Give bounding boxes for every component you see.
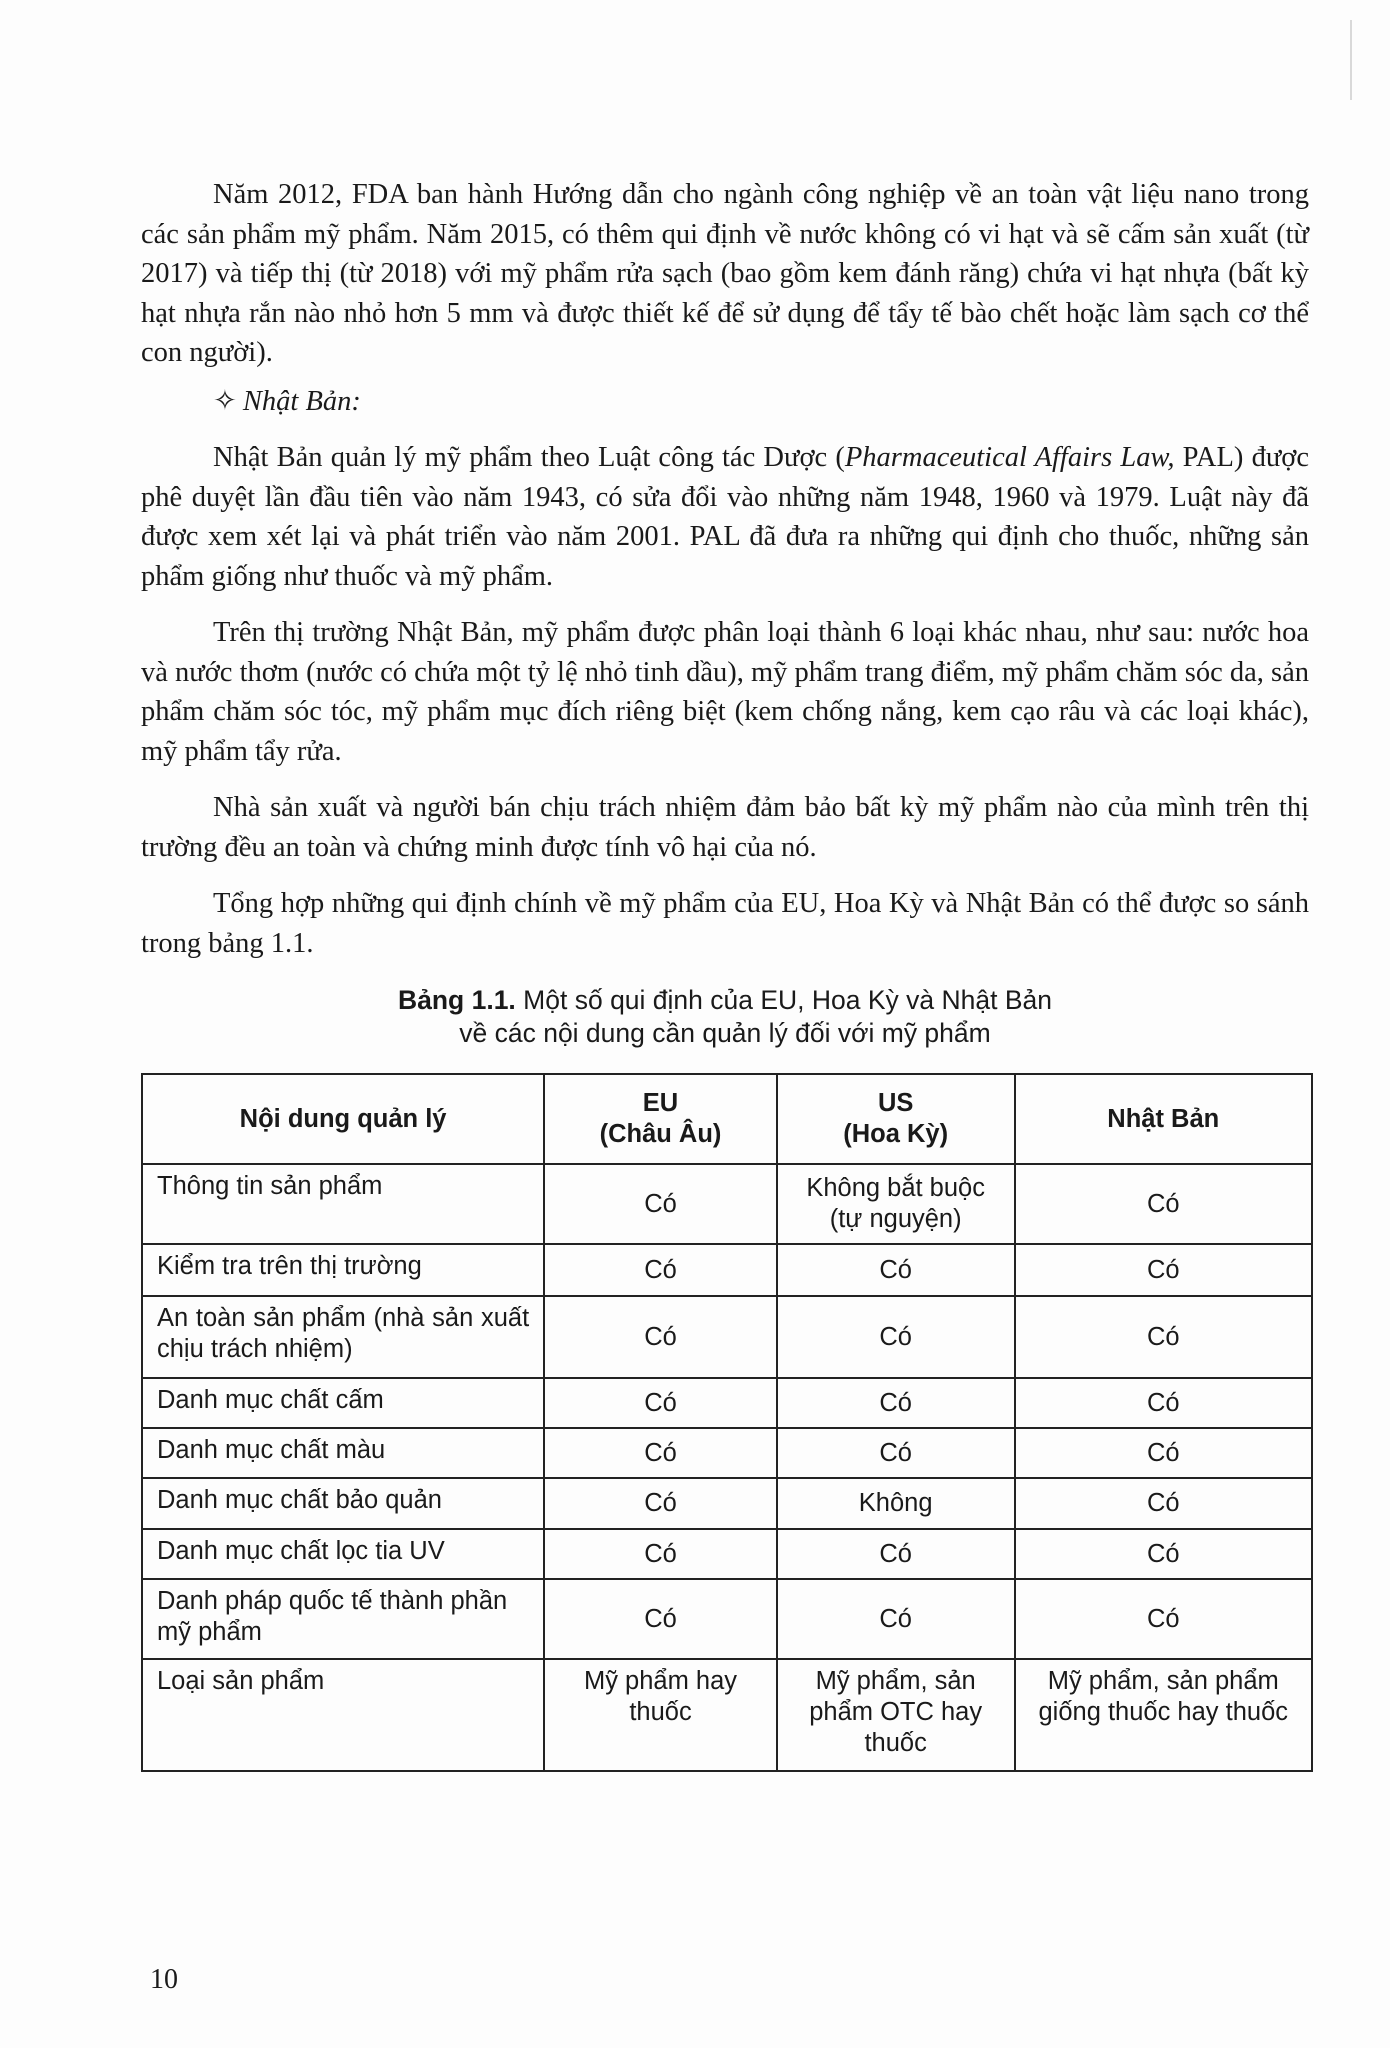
- row-label: Thông tin sản phẩm: [142, 1164, 544, 1244]
- cell-japan: Có: [1015, 1428, 1313, 1478]
- table-caption-line2: về các nội dung cần quản lý đối với mỹ phẩm: [459, 1018, 991, 1048]
- paragraph-fda: Năm 2012, FDA ban hành Hướng dẫn cho ngành công nghiệp về an toàn vật liệu nano trong các sản phẩm mỹ phẩm. Năm 2015, có thêm qui định về nước không có vi hạt và sẽ cấm sản xuất (từ 2017) và tiếp thị (từ 2018) với mỹ phẩm rửa sạch (bao gồm kem đánh răng) chứa vi hạt nhựa (bất kỳ hạt nhựa rắn nào nhỏ hơn 5 mm và được thiết kế để sử dụng để tẩy tế bào chết hoặc làm sạch cơ thể con người).: [141, 179, 1309, 368]
- table-caption: [141, 984, 1309, 1050]
- cell-eu: Có: [544, 1244, 777, 1296]
- header-us-line2: (Hoa Kỳ): [843, 1120, 949, 1148]
- paragraph-pal-part2: PAL) được phê duyệt lần đầu tiên vào năm 1943, có sửa đổi vào những năm 1948, 1960 và 1979. Luật này đã được xem xét lại và phát triển vào năm 2001. PAL đã đưa ra những qui định cho thuốc, những sản phẩm giống như thuốc và mỹ phẩm.: [141, 442, 1309, 592]
- header-eu-line2: (Châu Âu): [599, 1120, 722, 1148]
- header-eu: [544, 1074, 777, 1164]
- header-us: [777, 1074, 1015, 1164]
- table-caption-line1: [141, 984, 1309, 1017]
- table-row: [142, 1428, 1312, 1478]
- table-row: [142, 1378, 1312, 1428]
- cell-eu: Có: [544, 1579, 777, 1659]
- cell-eu: Có: [544, 1296, 777, 1378]
- table-caption-label: Bảng 1.1.: [397, 985, 516, 1015]
- cell-us: Có: [777, 1378, 1015, 1428]
- paragraph-pal-italic: Pharmaceutical Affairs Law,: [844, 442, 1175, 473]
- paragraph-pal-part1: Nhật Bản quản lý mỹ phẩm theo Luật công tác Dược (: [213, 442, 845, 473]
- table-row: [142, 1244, 1312, 1296]
- cell-japan: Có: [1015, 1296, 1313, 1378]
- regulation-table: [141, 1073, 1313, 1772]
- table-header-row: [142, 1074, 1312, 1164]
- cell-us: Có: [777, 1529, 1015, 1579]
- cell-japan: Mỹ phẩm, sản phẩm giống thuốc hay thuốc: [1015, 1659, 1313, 1771]
- section-heading-japan: [213, 382, 1309, 422]
- table-row: [142, 1296, 1312, 1378]
- row-label: Danh mục chất bảo quản: [142, 1478, 544, 1529]
- cell-japan: Có: [1015, 1579, 1313, 1659]
- section-heading-label: Nhật Bản:: [242, 385, 361, 417]
- header-us-line1: US: [877, 1089, 914, 1117]
- header-eu-line1: EU: [642, 1089, 679, 1117]
- cell-eu: Có: [544, 1378, 777, 1428]
- row-label: Kiểm tra trên thị trường: [142, 1244, 544, 1296]
- cell-eu: Có: [544, 1478, 777, 1529]
- paragraph-categories: Trên thị trường Nhật Bản, mỹ phẩm được phân loại thành 6 loại khác nhau, như sau: nước hoa và nước thơm (nước có chứa một tỷ lệ nhỏ tinh dầu), mỹ phẩm trang điểm, mỹ phẩm chăm sóc da, sản phẩm chăm sóc tóc, mỹ phẩm mục đích riêng biệt (kem chống nắng, kem cạo râu và các loại khác), mỹ phẩm tẩy rửa.: [141, 617, 1309, 767]
- cell-eu: Có: [544, 1529, 777, 1579]
- page-number: 10: [150, 1964, 178, 1995]
- diamond-bullet-icon: ✧: [213, 385, 237, 417]
- cell-us: Có: [777, 1244, 1015, 1296]
- cell-us: Có: [777, 1579, 1015, 1659]
- paragraph-summary: Tổng hợp những qui định chính về mỹ phẩm của EU, Hoa Kỳ và Nhật Bản có thể được so sánh trong bảng 1.1.: [141, 888, 1309, 959]
- table-row: [142, 1164, 1312, 1244]
- table-caption-title: Một số qui định của EU, Hoa Kỳ và Nhật Bản: [515, 985, 1052, 1015]
- header-japan: Nhật Bản: [1015, 1074, 1313, 1164]
- paragraph-responsibility: Nhà sản xuất và người bán chịu trách nhiệm đảm bảo bất kỳ mỹ phẩm nào của mình trên thị trường đều an toàn và chứng minh được tính vô hại của nó.: [141, 792, 1309, 863]
- cell-us: Mỹ phẩm, sản phẩm OTC hay thuốc: [777, 1659, 1015, 1771]
- cell-japan: Có: [1015, 1529, 1313, 1579]
- body-text: [141, 175, 1309, 980]
- row-label: Danh mục chất lọc tia UV: [142, 1529, 544, 1579]
- cell-eu: Mỹ phẩm hay thuốc: [544, 1659, 777, 1771]
- table-row: [142, 1529, 1312, 1579]
- paragraph-pal: [141, 438, 1309, 596]
- cell-us: Không bắt buộc (tự nguyện): [777, 1164, 1015, 1244]
- cell-us: Có: [777, 1428, 1015, 1478]
- cell-japan: Có: [1015, 1244, 1313, 1296]
- row-label: Danh mục chất màu: [142, 1428, 544, 1478]
- cell-eu: Có: [544, 1428, 777, 1478]
- row-label: Danh mục chất cấm: [142, 1378, 544, 1428]
- row-label: Danh pháp quốc tế thành phần mỹ phẩm: [142, 1579, 544, 1659]
- cell-us: Không: [777, 1478, 1015, 1529]
- table-row: [142, 1579, 1312, 1659]
- cell-japan: Có: [1015, 1478, 1313, 1529]
- header-content: Nội dung quản lý: [142, 1074, 544, 1164]
- page-edge-line: [1350, 20, 1352, 100]
- cell-us: Có: [777, 1296, 1015, 1378]
- cell-eu: Có: [544, 1164, 777, 1244]
- table-row: [142, 1659, 1312, 1771]
- row-label: Loại sản phẩm: [142, 1659, 544, 1771]
- cell-japan: Có: [1015, 1164, 1313, 1244]
- cell-japan: Có: [1015, 1378, 1313, 1428]
- row-label: An toàn sản phẩm (nhà sản xuất chịu trách nhiệm): [142, 1296, 544, 1378]
- table-row: [142, 1478, 1312, 1529]
